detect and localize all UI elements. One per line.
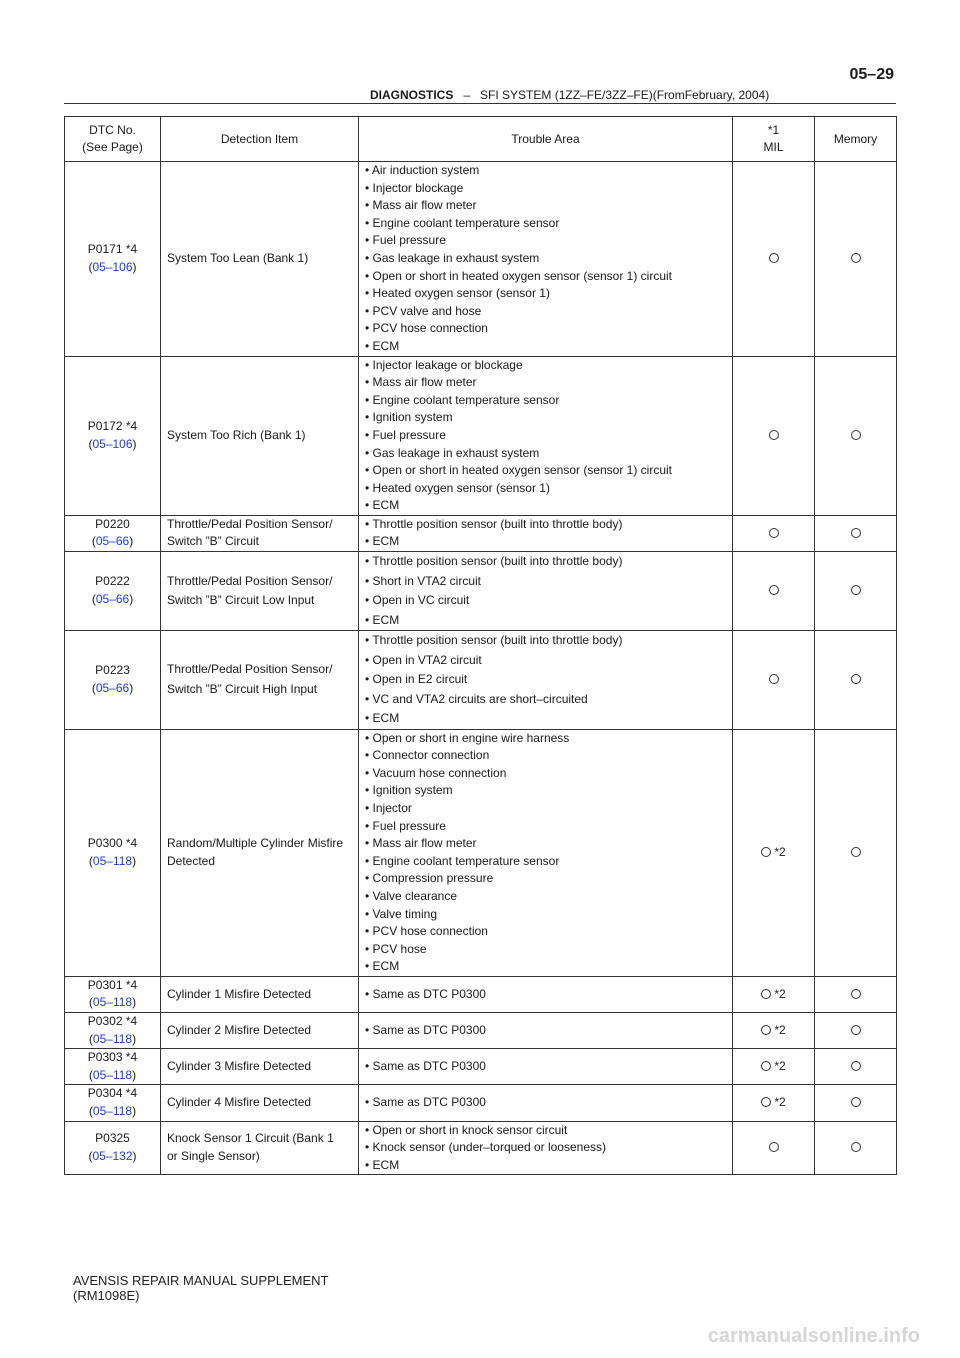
dtc-code: P0220 bbox=[95, 516, 130, 531]
circle-mark-icon bbox=[851, 1097, 861, 1107]
circle-mark-icon bbox=[761, 1061, 771, 1071]
header-dash: – bbox=[463, 88, 471, 102]
detection-item-text: Throttle/Pedal Position Sensor/ bbox=[167, 516, 333, 531]
detection-item-text: Cylinder 3 Misfire Detected bbox=[167, 1059, 312, 1074]
trouble-area-item: • Same as DTC P0300 bbox=[365, 1059, 486, 1074]
dtc-code-cell: P0220 (05–66) bbox=[65, 515, 161, 551]
circle-mark-icon bbox=[769, 585, 779, 595]
detection-item-text: Switch ”B” Circuit High Input bbox=[167, 681, 318, 696]
dtc-page-link[interactable]: 05–118 bbox=[92, 1104, 133, 1119]
trouble-area-item: • Mass air flow meter bbox=[365, 836, 477, 851]
circle-mark-icon bbox=[761, 1025, 771, 1035]
memory-cell bbox=[815, 515, 897, 551]
circle-mark-icon bbox=[761, 1097, 771, 1107]
trouble-area-cell bbox=[359, 162, 733, 357]
detection-item-text: System Too Rich (Bank 1) bbox=[167, 427, 306, 442]
header-section: DIAGNOSTICS bbox=[370, 88, 454, 102]
dtc-code-cell: P0172 *4 (05–106) bbox=[65, 356, 161, 515]
table-row bbox=[65, 552, 897, 631]
circle-mark-icon bbox=[851, 674, 861, 684]
memory-cell bbox=[815, 552, 897, 631]
mil-cell bbox=[733, 729, 815, 976]
mil-note: *2 bbox=[774, 1095, 786, 1110]
trouble-area-item: • Mass air flow meter bbox=[365, 375, 477, 390]
mil-note: *2 bbox=[774, 1022, 786, 1037]
trouble-area-item: • Air induction system bbox=[365, 163, 480, 177]
mil-cell bbox=[733, 162, 815, 357]
trouble-area-item: • ECM bbox=[365, 338, 400, 353]
dtc-page-link[interactable]: 05–106 bbox=[92, 436, 133, 451]
detection-item-cell bbox=[161, 631, 359, 730]
dtc-code-cell: P0223 (05–66) bbox=[65, 631, 161, 730]
trouble-area-cell bbox=[359, 356, 733, 515]
detection-item-cell bbox=[161, 1085, 359, 1121]
mil-note: *2 bbox=[774, 1059, 786, 1074]
trouble-area-cell bbox=[359, 729, 733, 976]
page-footer bbox=[73, 1273, 329, 1303]
trouble-area-item: • ECM bbox=[365, 711, 400, 726]
trouble-area-item: • Throttle position sensor (built into throttle body) bbox=[365, 516, 623, 531]
trouble-area-item: • Open or short in heated oxygen sensor (sensor 1) circuit bbox=[365, 268, 673, 283]
trouble-area-cell bbox=[359, 976, 733, 1012]
dtc-page-link[interactable]: 05–106 bbox=[92, 259, 133, 274]
table-row bbox=[65, 729, 897, 976]
circle-mark-icon bbox=[851, 528, 861, 538]
trouble-area-item: • Injector blockage bbox=[365, 180, 464, 195]
page-number: 05–29 bbox=[849, 66, 894, 83]
circle-mark-icon bbox=[851, 585, 861, 595]
circle-mark-icon bbox=[851, 1025, 861, 1035]
mil-cell bbox=[733, 515, 815, 551]
memory-cell bbox=[815, 356, 897, 515]
trouble-area-item: • Gas leakage in exhaust system bbox=[365, 250, 540, 265]
table-row bbox=[65, 356, 897, 515]
col-header-dtc: DTC No. (See Page) bbox=[65, 117, 161, 162]
watermark: carmanualsonline.info bbox=[707, 1325, 920, 1347]
trouble-area-item: • Throttle position sensor (built into throttle body) bbox=[365, 633, 623, 648]
dtc-code-cell: P0325 (05–132) bbox=[65, 1121, 161, 1175]
trouble-area-item: • VC and VTA2 circuits are short–circuited bbox=[365, 691, 588, 706]
trouble-area-cell bbox=[359, 552, 733, 631]
circle-mark-icon bbox=[851, 253, 861, 263]
mil-cell bbox=[733, 1121, 815, 1175]
circle-mark-icon bbox=[769, 253, 779, 263]
dtc-code: P0171 *4 bbox=[87, 242, 138, 257]
dtc-code: P0172 *4 bbox=[87, 419, 138, 434]
footer-manual-title: AVENSIS REPAIR MANUAL SUPPLEMENT bbox=[73, 1273, 329, 1288]
mil-cell bbox=[733, 1049, 815, 1085]
trouble-area-item: • Throttle position sensor (built into throttle body) bbox=[365, 554, 623, 569]
trouble-area-cell bbox=[359, 515, 733, 551]
detection-item-text: or Single Sensor) bbox=[167, 1149, 260, 1164]
dtc-code-cell: P0303 *4 (05–118) bbox=[65, 1049, 161, 1085]
circle-mark-icon bbox=[851, 989, 861, 999]
detection-item-text: Switch ”B” Circuit bbox=[167, 534, 260, 549]
detection-item-text: Cylinder 2 Misfire Detected bbox=[167, 1022, 312, 1037]
circle-mark-icon bbox=[761, 989, 771, 999]
trouble-area-item: • Gas leakage in exhaust system bbox=[365, 445, 540, 460]
detection-item-cell bbox=[161, 552, 359, 631]
footer-manual-code: (RM1098E) bbox=[73, 1288, 140, 1303]
trouble-area-item: • Same as DTC P0300 bbox=[365, 1095, 486, 1110]
dtc-page-link[interactable]: 05–118 bbox=[92, 1067, 133, 1082]
mil-note: *2 bbox=[774, 986, 786, 1001]
circle-mark-icon bbox=[769, 528, 779, 538]
trouble-area-item: • Injector leakage or blockage bbox=[365, 357, 523, 372]
dtc-code: P0222 bbox=[95, 574, 130, 589]
circle-mark-icon bbox=[769, 1142, 779, 1152]
page-header bbox=[0, 0, 960, 110]
trouble-area-item: • Knock sensor (under–torqued or looseness) bbox=[365, 1140, 607, 1155]
trouble-area-item: • Fuel pressure bbox=[365, 427, 446, 442]
header-rule bbox=[64, 103, 896, 104]
table-row bbox=[65, 162, 897, 357]
trouble-area-item: • Same as DTC P0300 bbox=[365, 1022, 486, 1037]
trouble-area-item: • PCV hose connection bbox=[365, 321, 488, 336]
dtc-table bbox=[64, 116, 897, 1175]
dtc-code-cell: P0300 *4 (05–118) bbox=[65, 729, 161, 976]
trouble-area-item: • ECM bbox=[365, 959, 400, 974]
table-row bbox=[65, 1121, 897, 1175]
header-title bbox=[370, 88, 769, 102]
mil-note: *2 bbox=[774, 844, 786, 859]
trouble-area-item: • Engine coolant temperature sensor bbox=[365, 853, 560, 868]
mil-cell bbox=[733, 552, 815, 631]
circle-mark-icon bbox=[851, 847, 861, 857]
detection-item-text: Knock Sensor 1 Circuit (Bank 1 bbox=[167, 1131, 334, 1146]
detection-item-text: Cylinder 1 Misfire Detected bbox=[167, 986, 312, 1001]
trouble-area-item: • Open or short in knock sensor circuit bbox=[365, 1122, 568, 1137]
trouble-area-item: • Vacuum hose connection bbox=[365, 765, 507, 780]
trouble-area-item: • Heated oxygen sensor (sensor 1) bbox=[365, 480, 550, 495]
trouble-area-item: • ECM bbox=[365, 612, 400, 627]
trouble-area-item: • Valve clearance bbox=[365, 888, 458, 903]
trouble-area-item: • Open in E2 circuit bbox=[365, 672, 468, 687]
mil-cell bbox=[733, 976, 815, 1012]
dtc-code: P0325 bbox=[95, 1131, 130, 1146]
circle-mark-icon bbox=[761, 847, 771, 857]
col-header-detection: Detection Item bbox=[161, 117, 359, 162]
circle-mark-icon bbox=[769, 430, 779, 440]
trouble-area-item: • Open or short in heated oxygen sensor (sensor 1) circuit bbox=[365, 463, 673, 478]
table-row bbox=[65, 1085, 897, 1121]
memory-cell bbox=[815, 729, 897, 976]
mil-cell bbox=[733, 356, 815, 515]
detection-item-text: Detected bbox=[167, 853, 216, 868]
detection-item-text: System Too Lean (Bank 1) bbox=[167, 250, 309, 265]
trouble-area-item: • Short in VTA2 circuit bbox=[365, 573, 482, 588]
detection-item-cell bbox=[161, 976, 359, 1012]
detection-item-text: Throttle/Pedal Position Sensor/ bbox=[167, 573, 333, 588]
dtc-code: P0302 *4 bbox=[87, 1014, 138, 1029]
dtc-page-link[interactable]: 05–66 bbox=[95, 534, 130, 549]
trouble-area-cell bbox=[359, 631, 733, 730]
dtc-code: P0223 bbox=[95, 663, 130, 678]
detection-item-text: Random/Multiple Cylinder Misfire bbox=[167, 836, 344, 851]
trouble-area-item: • Heated oxygen sensor (sensor 1) bbox=[365, 286, 550, 301]
table-row bbox=[65, 515, 897, 551]
trouble-area-item: • Ignition system bbox=[365, 410, 453, 425]
table-row bbox=[65, 1049, 897, 1085]
trouble-area-item: • Injector bbox=[365, 800, 412, 815]
table-row bbox=[65, 1013, 897, 1049]
trouble-area-item: • PCV hose connection bbox=[365, 924, 488, 939]
trouble-area-item: • Fuel pressure bbox=[365, 233, 446, 248]
circle-mark-icon bbox=[851, 1142, 861, 1152]
dtc-page-link[interactable]: 05–132 bbox=[92, 1149, 133, 1164]
memory-cell bbox=[815, 976, 897, 1012]
table-body bbox=[65, 162, 897, 1175]
col-header-memory: Memory bbox=[815, 117, 897, 162]
trouble-area-item: • Engine coolant temperature sensor bbox=[365, 215, 560, 230]
detection-item-cell bbox=[161, 1049, 359, 1085]
detection-item-text: Cylinder 4 Misfire Detected bbox=[167, 1095, 312, 1110]
circle-mark-icon bbox=[851, 430, 861, 440]
trouble-area-cell bbox=[359, 1121, 733, 1175]
col-header-mil: *1 MIL bbox=[733, 117, 815, 162]
trouble-area-item: • Fuel pressure bbox=[365, 818, 446, 833]
trouble-area-item: • Engine coolant temperature sensor bbox=[365, 392, 560, 407]
circle-mark-icon bbox=[769, 674, 779, 684]
dtc-code-cell: P0304 *4 (05–118) bbox=[65, 1085, 161, 1121]
detection-item-cell bbox=[161, 729, 359, 976]
trouble-area-cell bbox=[359, 1013, 733, 1049]
header-subtitle: SFI SYSTEM (1ZZ–FE/3ZZ–FE)(FromFebruary, 2004) bbox=[480, 88, 770, 102]
detection-item-cell bbox=[161, 356, 359, 515]
detection-item-text: Throttle/Pedal Position Sensor/ bbox=[167, 662, 333, 677]
trouble-area-item: • Connector connection bbox=[365, 748, 490, 763]
detection-item-cell bbox=[161, 515, 359, 551]
table-header-row bbox=[65, 117, 897, 162]
trouble-area-cell bbox=[359, 1085, 733, 1121]
memory-cell bbox=[815, 162, 897, 357]
dtc-page-link[interactable]: 05–66 bbox=[95, 680, 130, 695]
trouble-area-item: • Compression pressure bbox=[365, 871, 494, 886]
dtc-code: P0304 *4 bbox=[87, 1086, 138, 1101]
table-row bbox=[65, 976, 897, 1012]
mil-cell bbox=[733, 1085, 815, 1121]
mil-cell bbox=[733, 631, 815, 730]
dtc-code: P0303 *4 bbox=[87, 1050, 138, 1065]
dtc-code-cell: P0301 *4 (05–118) bbox=[65, 976, 161, 1012]
trouble-area-item: • Open in VTA2 circuit bbox=[365, 652, 482, 667]
circle-mark-icon bbox=[851, 1061, 861, 1071]
detection-item-cell bbox=[161, 162, 359, 357]
trouble-area-item: • Valve timing bbox=[365, 906, 438, 921]
dtc-page-link[interactable]: 05–118 bbox=[92, 995, 133, 1010]
trouble-area-cell bbox=[359, 1049, 733, 1085]
trouble-area-item: • PCV hose bbox=[365, 941, 427, 956]
trouble-area-item: • ECM bbox=[365, 1157, 400, 1172]
dtc-page-link[interactable]: 05–118 bbox=[92, 853, 133, 868]
memory-cell bbox=[815, 631, 897, 730]
trouble-area-item: • ECM bbox=[365, 534, 400, 549]
trouble-area-item: • Same as DTC P0300 bbox=[365, 986, 486, 1001]
mil-cell bbox=[733, 1013, 815, 1049]
col-header-area: Trouble Area bbox=[359, 117, 733, 162]
memory-cell bbox=[815, 1013, 897, 1049]
dtc-page-link[interactable]: 05–118 bbox=[92, 1031, 133, 1046]
dtc-code: P0301 *4 bbox=[87, 977, 138, 992]
memory-cell bbox=[815, 1049, 897, 1085]
dtc-code-cell: P0302 *4 (05–118) bbox=[65, 1013, 161, 1049]
detection-item-text: Switch ”B” Circuit Low Input bbox=[167, 593, 315, 608]
detection-item-cell bbox=[161, 1013, 359, 1049]
trouble-area-item: • Mass air flow meter bbox=[365, 198, 477, 213]
trouble-area-item: • ECM bbox=[365, 498, 400, 513]
memory-cell bbox=[815, 1085, 897, 1121]
dtc-code: P0300 *4 bbox=[87, 836, 138, 851]
dtc-code-cell: P0222 (05–66) bbox=[65, 552, 161, 631]
table-row bbox=[65, 631, 897, 730]
trouble-area-item: • Ignition system bbox=[365, 783, 453, 798]
dtc-page-link[interactable]: 05–66 bbox=[95, 592, 130, 607]
trouble-area-item: • PCV valve and hose bbox=[365, 303, 482, 318]
detection-item-cell bbox=[161, 1121, 359, 1175]
dtc-code-cell: P0171 *4 (05–106) bbox=[65, 162, 161, 357]
trouble-area-item: • Open or short in engine wire harness bbox=[365, 730, 570, 745]
trouble-area-item: • Open in VC circuit bbox=[365, 593, 470, 608]
memory-cell bbox=[815, 1121, 897, 1175]
